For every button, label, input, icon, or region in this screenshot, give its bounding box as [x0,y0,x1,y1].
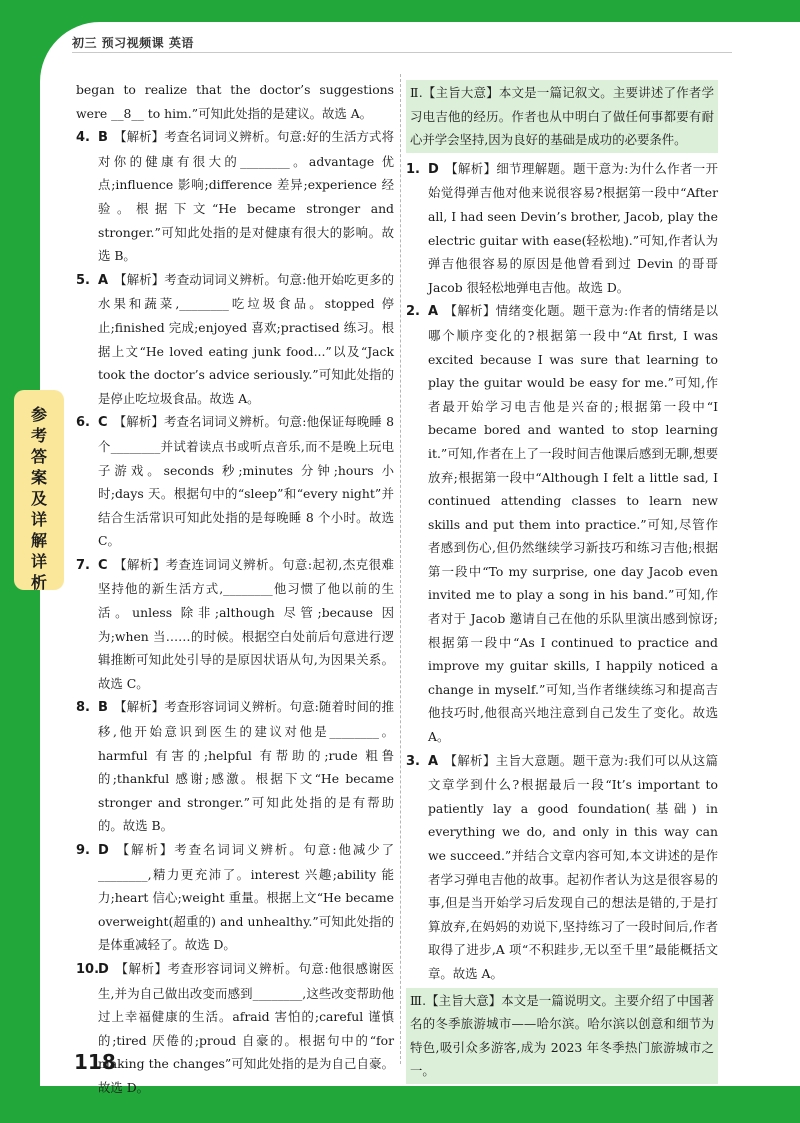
side-tab-char: 参 [30,405,47,424]
main-idea-box: Ⅲ.【主旨大意】本文是一篇说明文。主要介绍了中国著名的冬季旅游城市——哈尔滨。哈尔滨以创意和细节为特色,吸引众多游客,成为 2023 年冬季热门旅游城市之一。 [406,988,718,1084]
question-number: 1. [406,161,420,177]
answer-letter: A [428,304,439,320]
explanation-text: 【解析】细节理解题。题干意为:为什么作者一开始觉得弹吉他对他来说很容易?根据第一段中“After all, I had seen Devin’s brother, Jacob, play the electric guitar with ease(轻松地).”可知,作者认为弹吉他很容易的原因是他曾看到过 Devin 的哥哥 Jacob 很轻松地弹电吉他。故选 D。 [428,160,718,295]
answer-item [406,749,718,986]
page-header: 初三 预习视频课 英语 [72,36,194,50]
answer-item [406,157,718,300]
side-tab-char: 考 [30,426,47,445]
right-column [406,78,718,1088]
explanation-text: 【解析】考查动词词义辨析。句意:他开始吃更多的水果和蔬菜,________吃垃圾食品。stopped 停止;finished 完成;enjoyed 喜欢;practised 练习。根据上文“He loved eating junk food...”以及“Jack took the doctor’s advice seriously.”可知此处指的是停止吃垃圾食品。故选 A。 [98,271,394,406]
side-tab-char: 答 [30,447,47,466]
page-number: 118 [74,1050,116,1074]
explanation-text: 【解析】考查名词词义辨析。句意:他减少了________,精力更充沛了。interest 兴趣;ability 能力;heart 信心;weight 重量。根据上文“He became overweight(超重的) and unhealthy.”可知此处指的是体重减轻了。故选 D。 [98,842,394,953]
answer-letter: B [98,700,108,716]
side-tab-char: 详 [30,510,47,529]
explanation-text: 【解析】考查连词词义辨析。句意:起初,杰克很难坚持他的新生活方式,________他习惯了他以前的生活。unless 除非;although 尽管;because 因为;when 当……的时候。根据空白处前后句意进行逻辑推断可知此处引导的是原因状语从句,为因果关系。故选 C。 [98,556,394,691]
answer-letter: D [98,843,109,858]
question-number: 5. [76,272,90,288]
answer-item [76,553,394,696]
side-tab-char: 案 [30,468,47,487]
question-number: 4. [76,130,90,146]
main-idea-box: Ⅱ.【主旨大意】本文是一篇记叙文。主要讲述了作者学习电吉他的经历。作者也从中明白了做任何事都要有耐心并学会坚持,因为良好的基础是成功的必要条件。 [406,80,718,153]
question-number: 9. [76,843,90,858]
answer-item [76,268,394,411]
answer-item [76,695,394,838]
explanation-text: 【解析】主旨大意题。题干意为:我们可以从这篇文章学到什么?根据最后一段“It’s important to patiently lay a good foundation(基础) in everything we do, and only in this way can we succeed.”并结合文章内容可知,本文讲述的是作者学习弹电吉他的故事。起初作者认为这是很容易的事,但是当开始学习后发现自己的想法是错的,于是打算放弃,在妈妈的劝说下,坚持练习了一段时间后,作者取得了进步,A 项“不积跬步,无以至千里”最能概括文章。故选 A。 [428,752,718,981]
answer-letter: D [98,961,109,977]
explanation-text: 【解析】考查名词词义辨析。句意:好的生活方式将对你的健康有很大的________。advantage 优点;influence 影响;difference 差异;experience 经验。根据下文“He became stronger and stronger.”可知此处指的是对健康有很大的影响。故选 B。 [98,129,394,264]
left-column [76,78,394,1100]
answer-item [76,125,394,268]
side-tab-char: 及 [30,489,47,508]
answer-item [76,957,394,1100]
side-tab-char: 解 [30,531,47,550]
question-number: 8. [76,700,90,716]
side-tab-char: 详 [30,552,47,571]
answer-letter: C [98,415,108,431]
question-number: 6. [76,415,90,431]
header-rule [72,52,732,53]
answer-letter: A [428,753,439,769]
explanation-text: 【解析】情绪变化题。题干意为:作者的情绪是以哪个顺序变化的?根据第一段中“At first, I was excited because I was sure that learning to play the guitar would be easy for me.”可知,作者最开始学习电吉他是兴奋的;根据第一段中“I became bored and wanted to stop learning it.”可知,作者在上了一段时间吉他课后感到无聊,想要放弃;根据第一段中“Although I felt a little sad, I continued attending classes to learn new skills and put them into practice.”可知,尽管作者感到伤心,但仍然继续学习新技巧和练习吉他;根据第一段中“To my surprise, one day Jacob even invited me to play a song in his band.”可知,作者对于 Jacob 邀请自己在他的乐队里演出感到惊讶;根据第一段中“As I continued to practice and improve my guitar skills, I happily noticed a change in myself.”可知,当作者继续练习和提高吉他技巧时,他很高兴地注意到自己发生了变化。故选 A。 [428,303,719,745]
question-number: 2. [406,304,420,320]
answer-letter: A [98,272,109,288]
answer-letter: B [98,130,108,146]
answer-item [76,410,394,553]
answer-item [406,299,718,748]
side-tab-char: 析 [30,573,47,592]
question-number: 3. [406,753,420,769]
question-number: 10. [76,961,100,977]
explanation-text: 【解析】考查形容词词义辨析。句意:随着时间的推移,他开始意识到医生的建议对他是________。harmful 有害的;helpful 有帮助的;rude 粗鲁的;thankful 感谢;感激。根据下文“He became stronger and stronger.”可知此处指的是有帮助的。故选 B。 [98,699,394,834]
explanation-text: 【解析】考查名词词义辨析。句意:他保证每晚睡 8 个________并试着读点书或听点音乐,而不是晚上玩电子游戏。seconds 秒;minutes 分钟;hours 小时;days 天。根据句中的“sleep”和“every night”并结合生活常识可知此处指的是每晚睡 8 个小时。故选 C。 [98,414,394,549]
answer-letter: C [98,557,108,573]
answer-letter: D [428,161,439,177]
continuation-text: began to realize that the doctor’s suggestions were __8__ to him.”可知此处指的是建议。故选 A。 [76,82,394,121]
answer-item [76,838,394,957]
side-tab [14,390,64,590]
question-number: 7. [76,557,90,573]
explanation-text: 【解析】考查形容词词义辨析。句意:他很感谢医生,并为自己做出改变而感到________,这些改变帮助他过上幸福健康的生活。afraid 害怕的;careful 谨慎的;tired 厌倦的;proud 自豪的。根据句中的“for making the changes”可知此处指的是为自己自豪。故选 D。 [98,960,394,1095]
column-divider [400,74,401,1064]
